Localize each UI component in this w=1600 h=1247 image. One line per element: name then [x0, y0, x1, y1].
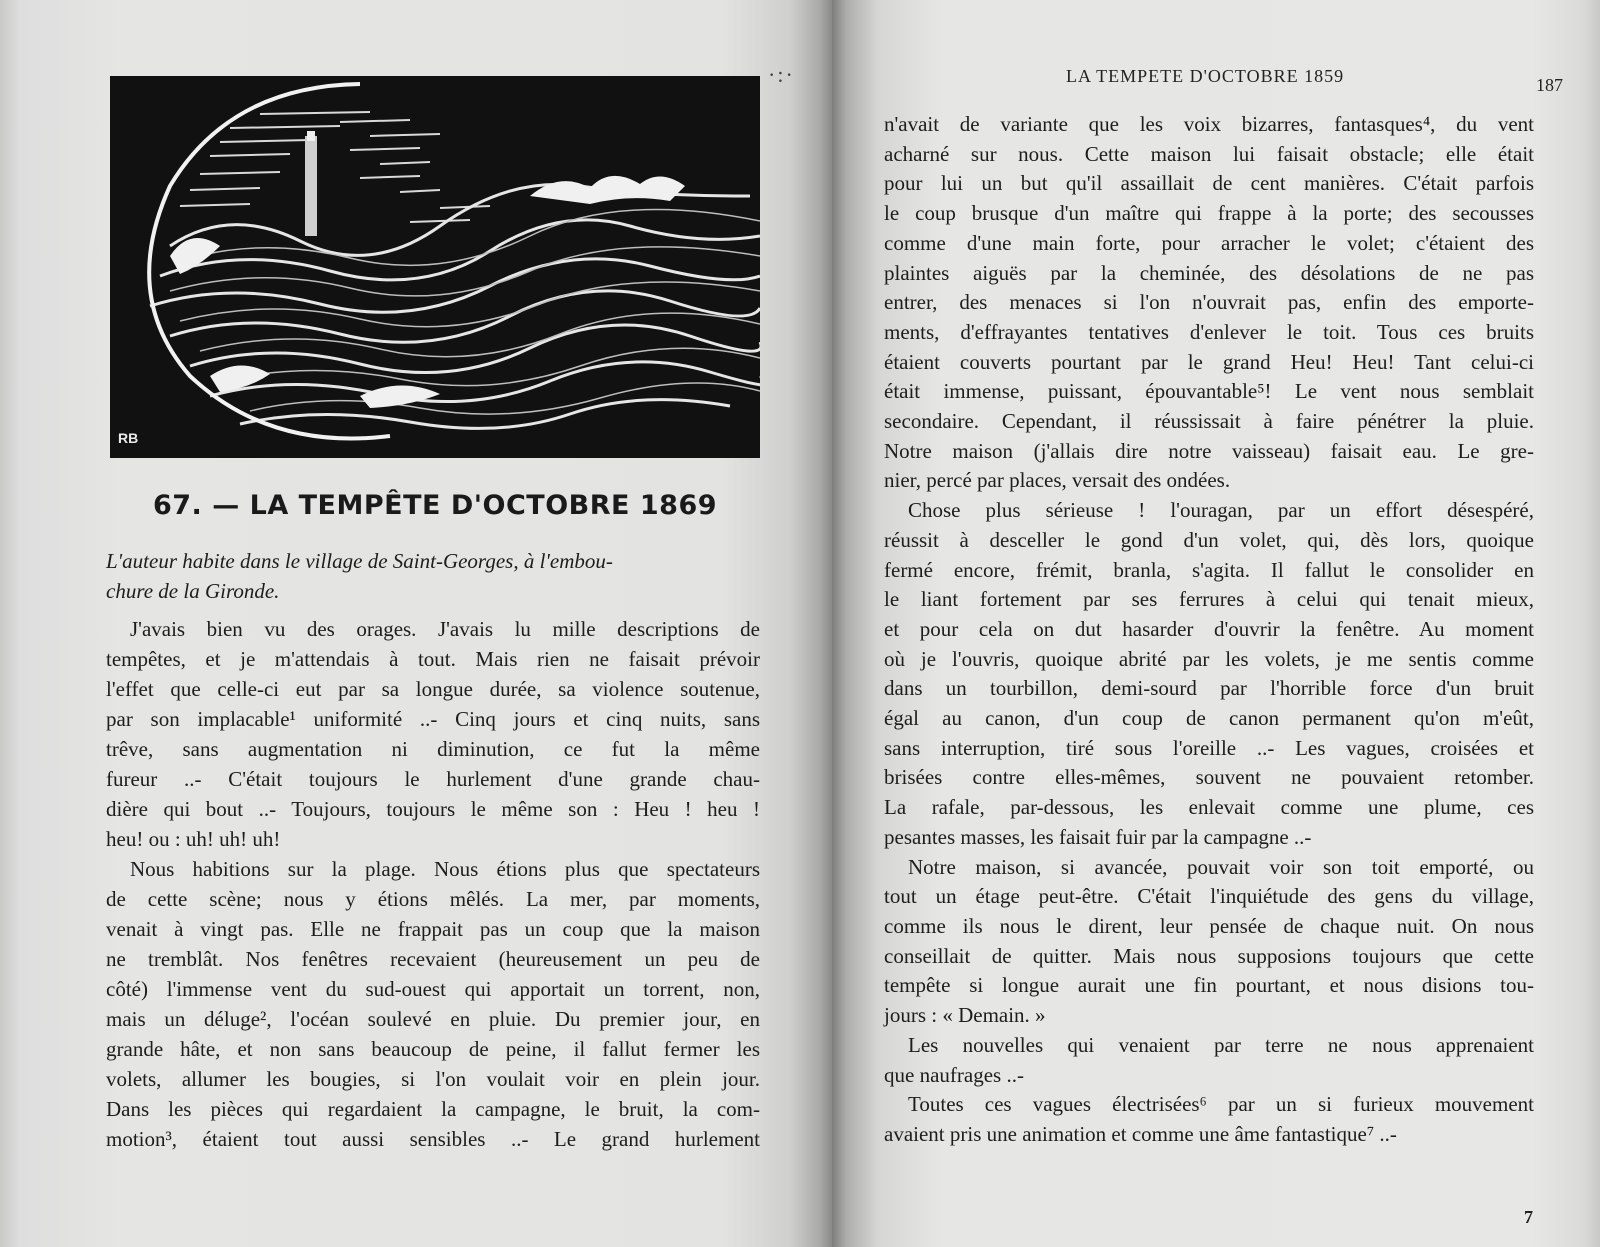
woodcut-drawing — [110, 76, 760, 458]
text-line: ne tremblât. Nos fenêtres recevaient (heureusement un peu de — [106, 947, 760, 971]
text-line: et pour cela on dut hasarder d'ouvrir la fenêtre. Au moment — [884, 616, 1534, 641]
text-line: heu! ou : uh! uh! uh! — [106, 827, 281, 851]
text-line: Toutes ces vagues électrisées⁶ par un si furieux mouvement — [908, 1092, 1534, 1117]
text-line: Chose plus sérieuse ! l'ouragan, par un effort désespéré, — [908, 498, 1534, 523]
text-line: brisées contre elles-mêmes, souvent ne pouvaient retomber. — [884, 765, 1534, 790]
text-line: volets, allumer les bougies, si l'on voulait voir en plein jour. — [106, 1067, 760, 1091]
text-line: par son implacable¹ uniformité ..- Cinq jours et cinq nuits, sans — [106, 707, 760, 731]
text-line: jours : « Demain. » — [884, 1003, 1046, 1028]
text-line: Notre maison (j'allais dire notre vaisseau) faisait eau. Le gre- — [884, 438, 1534, 463]
text-line: tempêtes, et je m'attendais à tout. Mais rien ne faisait prévoir — [106, 647, 760, 671]
text-line: La rafale, par-dessous, les enlevait comme une plume, ces — [884, 795, 1534, 820]
text-line: comme d'une main forte, pour arracher le volet; c'étaient des — [884, 230, 1534, 255]
text-line: grande hâte, et non sans beaucoup de peine, il fallut fermer les — [106, 1037, 760, 1061]
text-line: comme ils nous le dirent, leur pensée de chaque nuit. On nous — [884, 913, 1534, 938]
text-line: acharné sur nous. Cette maison lui faisait obstacle; elle était — [884, 141, 1534, 166]
text-line: conseillait de quitter. Mais nous supposions toujours que cette — [884, 943, 1534, 968]
text-line: étaient couverts pourtant par le grand Heu! Heu! Tant celui-ci — [884, 349, 1534, 374]
text-line: égal au canon, d'un coup de canon permanent qu'on m'eût, — [884, 706, 1534, 731]
text-line: Dans les pièces qui regardaient la campagne, le bruit, la com- — [106, 1097, 760, 1121]
text-line: le coup brusque d'un maître qui frappe à la porte; des secousses — [884, 201, 1534, 226]
left-page-body — [106, 614, 760, 1154]
text-line: plaintes aiguës par la cheminée, des désolations de ne pas — [884, 260, 1534, 285]
text-line: côté) l'immense vent du sud-ouest qui apportait un torrent, non, — [106, 977, 760, 1001]
right-page-body — [884, 110, 1534, 1150]
text-line: entrer, des menaces si l'on n'ouvrait pas, enfin des emporte- — [884, 290, 1534, 315]
gutter-marks: ·:· — [768, 62, 795, 87]
intro-line: chure de la Gironde. — [106, 579, 280, 603]
text-line: que naufrages ..- — [884, 1062, 1024, 1087]
text-line: Nous habitions sur la plage. Nous étions plus que spectateurs — [130, 857, 760, 881]
text-line: tout un étage peut-être. C'était l'inquiétude des gens du village, — [884, 884, 1534, 909]
text-line: Les nouvelles qui venaient par terre ne nous apprenaient — [908, 1032, 1534, 1057]
text-line: fermé encore, frémit, branla, s'agita. Il fallut le consolider en — [884, 557, 1534, 582]
text-line: tempête si longue aurait une fin pourtant, et nous disions tou- — [884, 973, 1534, 998]
text-line: où je l'ouvris, quoique abrité par les volets, je me sentis comme — [884, 646, 1534, 671]
page-number: 187 — [1536, 75, 1563, 95]
illustration-initials: RB — [118, 430, 139, 446]
text-line: trêve, sans augmentation ni diminution, ce fut la même — [106, 737, 760, 761]
text-line: avaient pris une animation et comme une âme fantastique⁷ ..- — [884, 1121, 1397, 1146]
storm-lighthouse-illustration — [110, 76, 760, 458]
text-line: ments, d'effrayantes tentatives d'enlever le toit. Tous ces bruits — [884, 319, 1534, 344]
text-line: réussit à desceller le gond d'un volet, qui, dès lors, quoique — [884, 527, 1534, 552]
text-line: l'effet que celle-ci eut par sa longue durée, sa violence soutenue, — [106, 677, 760, 701]
text-line: venait à vingt pas. Elle ne frappait pas un coup que la maison — [106, 917, 760, 941]
intro-line: L'auteur habite dans le village de Saint-Georges, à l'embou- — [106, 549, 613, 573]
text-line: était immense, puissant, épouvantable⁵! Le vent nous semblait — [884, 379, 1534, 404]
text-line: dans un tourbillon, demi-sourd par l'horrible force d'un bruit — [884, 676, 1534, 701]
text-line: de cette scène; nous y étions mêlés. La mer, par moments, — [106, 887, 760, 911]
text-line: J'avais bien vu des orages. J'avais lu mille descriptions de — [130, 617, 760, 641]
chapter-title: 67. — LA TEMPÊTE D'OCTOBRE 1869 — [152, 490, 718, 521]
text-line: le liant fortement par ses ferrures à celui qui tenait mieux, — [884, 587, 1534, 612]
running-head: LA TEMPETE D'OCTOBRE 1859 — [1066, 66, 1345, 86]
text-line: pesantes masses, les faisait fuir par la campagne ..- — [884, 824, 1312, 849]
signature-mark: 7 — [1524, 1207, 1533, 1227]
text-line: fureur ..- C'était toujours le hurlement d'une grande chau- — [106, 767, 760, 791]
text-line: motion³, étaient tout aussi sensibles ..- Le grand hurlement — [106, 1127, 760, 1151]
text-line: pour lui un but qu'il assaillait de cent manières. C'était parfois — [884, 171, 1534, 196]
text-line: Notre maison, si avancée, pouvait voir son toit emporté, ou — [908, 854, 1534, 879]
text-line: mais un déluge², l'océan soulevé en pluie. Du premier jour, en — [106, 1007, 760, 1031]
text-line: secondaire. Cependant, il réussissait à faire pénétrer la pluie. — [884, 409, 1534, 434]
text-line: n'avait de variante que les voix bizarres, fantasques⁴, du vent — [884, 112, 1534, 136]
chapter-intro — [106, 546, 772, 606]
text-line: sans interruption, tiré sous l'oreille ..- Les vagues, croisées et — [884, 735, 1534, 760]
text-line: dière qui bout ..- Toujours, toujours le même son : Heu ! heu ! — [106, 797, 760, 821]
text-line: nier, percé par places, versait des ondées. — [884, 468, 1231, 493]
